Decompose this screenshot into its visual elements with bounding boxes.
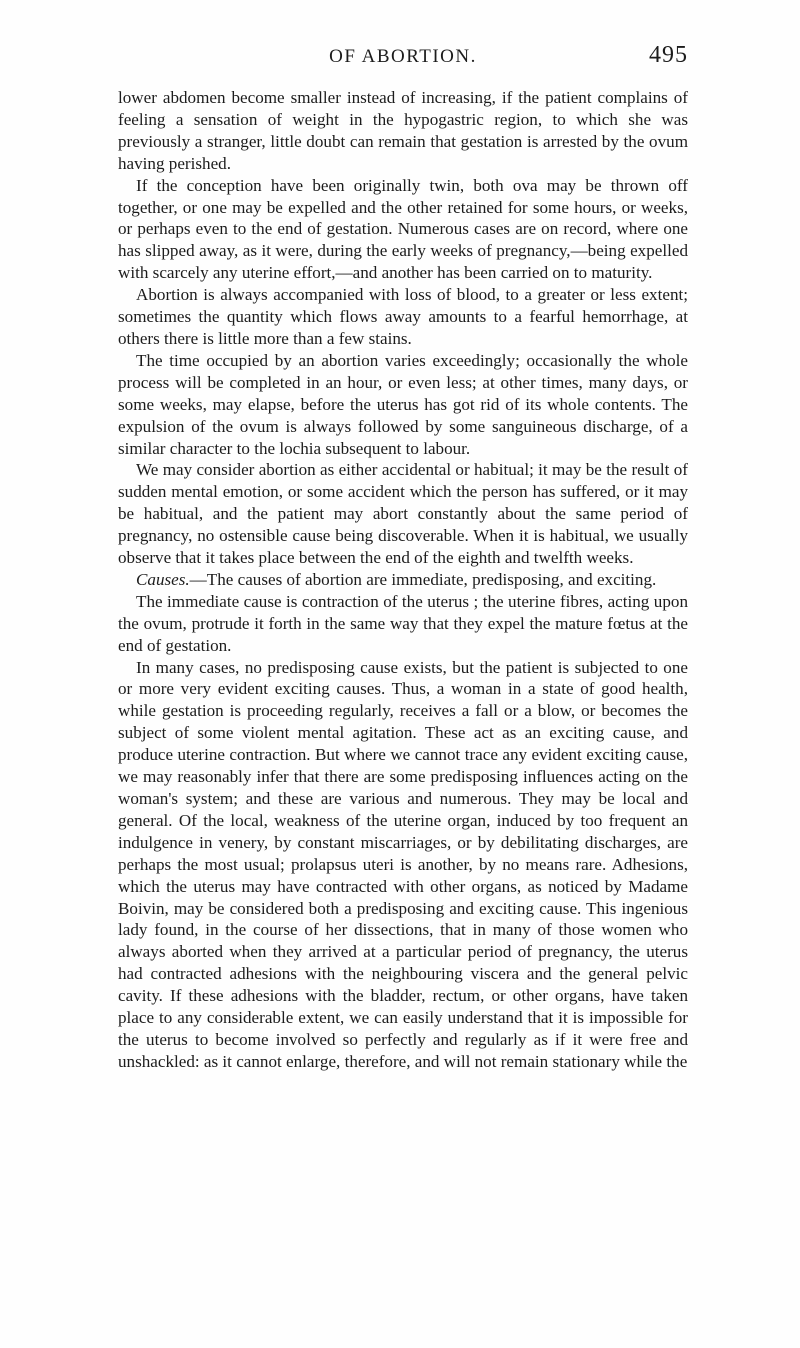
paragraph-text: —The causes of abortion are immediate, predisposing, and exciting. bbox=[189, 569, 657, 589]
paragraph bbox=[118, 459, 688, 569]
running-head: OF ABORTION. bbox=[329, 46, 477, 67]
page-number: 495 bbox=[649, 42, 688, 68]
paragraph-text: The immediate cause is contraction of the uterus ; the uterine fibres, acting upon the ovum, protrude it forth in the same way that they expel the mature fœtus at the end of gestation. bbox=[118, 591, 688, 655]
paragraph bbox=[118, 569, 688, 591]
paragraph-text: Abortion is always accompanied with loss of blood, to a greater or less extent; sometimes the quantity which flows away amounts to a fearful hemorrhage, at others there is little more than a few stains. bbox=[118, 285, 688, 348]
paragraph bbox=[118, 87, 688, 175]
paragraph bbox=[118, 591, 688, 657]
paragraph bbox=[118, 284, 688, 350]
paragraph-text: We may consider abortion as either accidental or habitual; it may be the result of sudden mental emotion, or some accident which the person has suffered, or it may be habitual, and the patient may abort constantly about the same period of pregnancy, no ostensible cause being discoverable. When it is habitual, we usually observe that it takes place between the end of the eighth and twelfth weeks. bbox=[118, 460, 688, 568]
page-header bbox=[118, 42, 688, 76]
paragraph bbox=[118, 657, 688, 1073]
paragraph bbox=[118, 175, 688, 285]
section-lead-causes: Causes. bbox=[136, 569, 190, 589]
paragraph bbox=[118, 350, 688, 460]
paragraph-text: In many cases, no predisposing cause exists, but the patient is subjected to one or more very evident exciting causes. Thus, a woman in a state of good health, while gestation is proceeding regularly, receives a fall or a blow, or becomes the subject of some violent mental agitation. These act as an exciting cause, and produce uterine contraction. But where we cannot trace any evident exciting cause, we may reasonably infer that there are some predisposing influences acting on the woman's system; and these are various and numerous. They may be local and general. Of the local, weakness of the uterine organ, induced by too frequent an indulgence in venery, by constant miscarriages, or by debilitating discharges, are perhaps the most usual; prolapsus uteri is another, by no means rare. Adhesions, which the uterus may have contracted with other organs, as noticed by Madame Boivin, may be considered both a predisposing and exciting cause. This ingenious lady found, in the course of her dissections, that in many of those women who always aborted when they arrived at a particular period of pregnancy, the uterus had contracted adhesions with the neighbouring viscera and the general pelvic cavity. If these adhesions with the bladder, rectum, or other organs, have taken place to any considerable extent, we can easily understand that it is impossible for the uterus to become involved so perfectly and regularly as if it were free and unshackled: as it cannot enlarge, therefore, and will not remain stationary while the bbox=[118, 657, 688, 1071]
paragraph-text: If the conception have been originally twin, both ova may be thrown off together, or one may be expelled and the other retained for some hours, or weeks, or perhaps even to the end of gestation. Numerous cases are on record, where one has slipped away, as it were, during the early weeks of pregnancy,—being expelled with scarcely any uterine effort,—and another has been carried on to maturity. bbox=[118, 175, 688, 283]
paragraph-text: lower abdomen become smaller instead of increasing, if the patient complains of feeling a sensation of weight in the hypogastric region, to which she was previously a stranger, little doubt can remain that gestation is arrested by the ovum having perished. bbox=[118, 88, 688, 173]
body-text bbox=[118, 87, 688, 1073]
paragraph-text: The time occupied by an abortion varies exceedingly; occasionally the whole process will be completed in an hour, or even less; at other times, many days, or some weeks, may elapse, before the uterus has got rid of its whole contents. The expulsion of the ovum is always followed by some sanguineous discharge, of a similar character to the lochia subsequent to labour. bbox=[118, 350, 688, 458]
